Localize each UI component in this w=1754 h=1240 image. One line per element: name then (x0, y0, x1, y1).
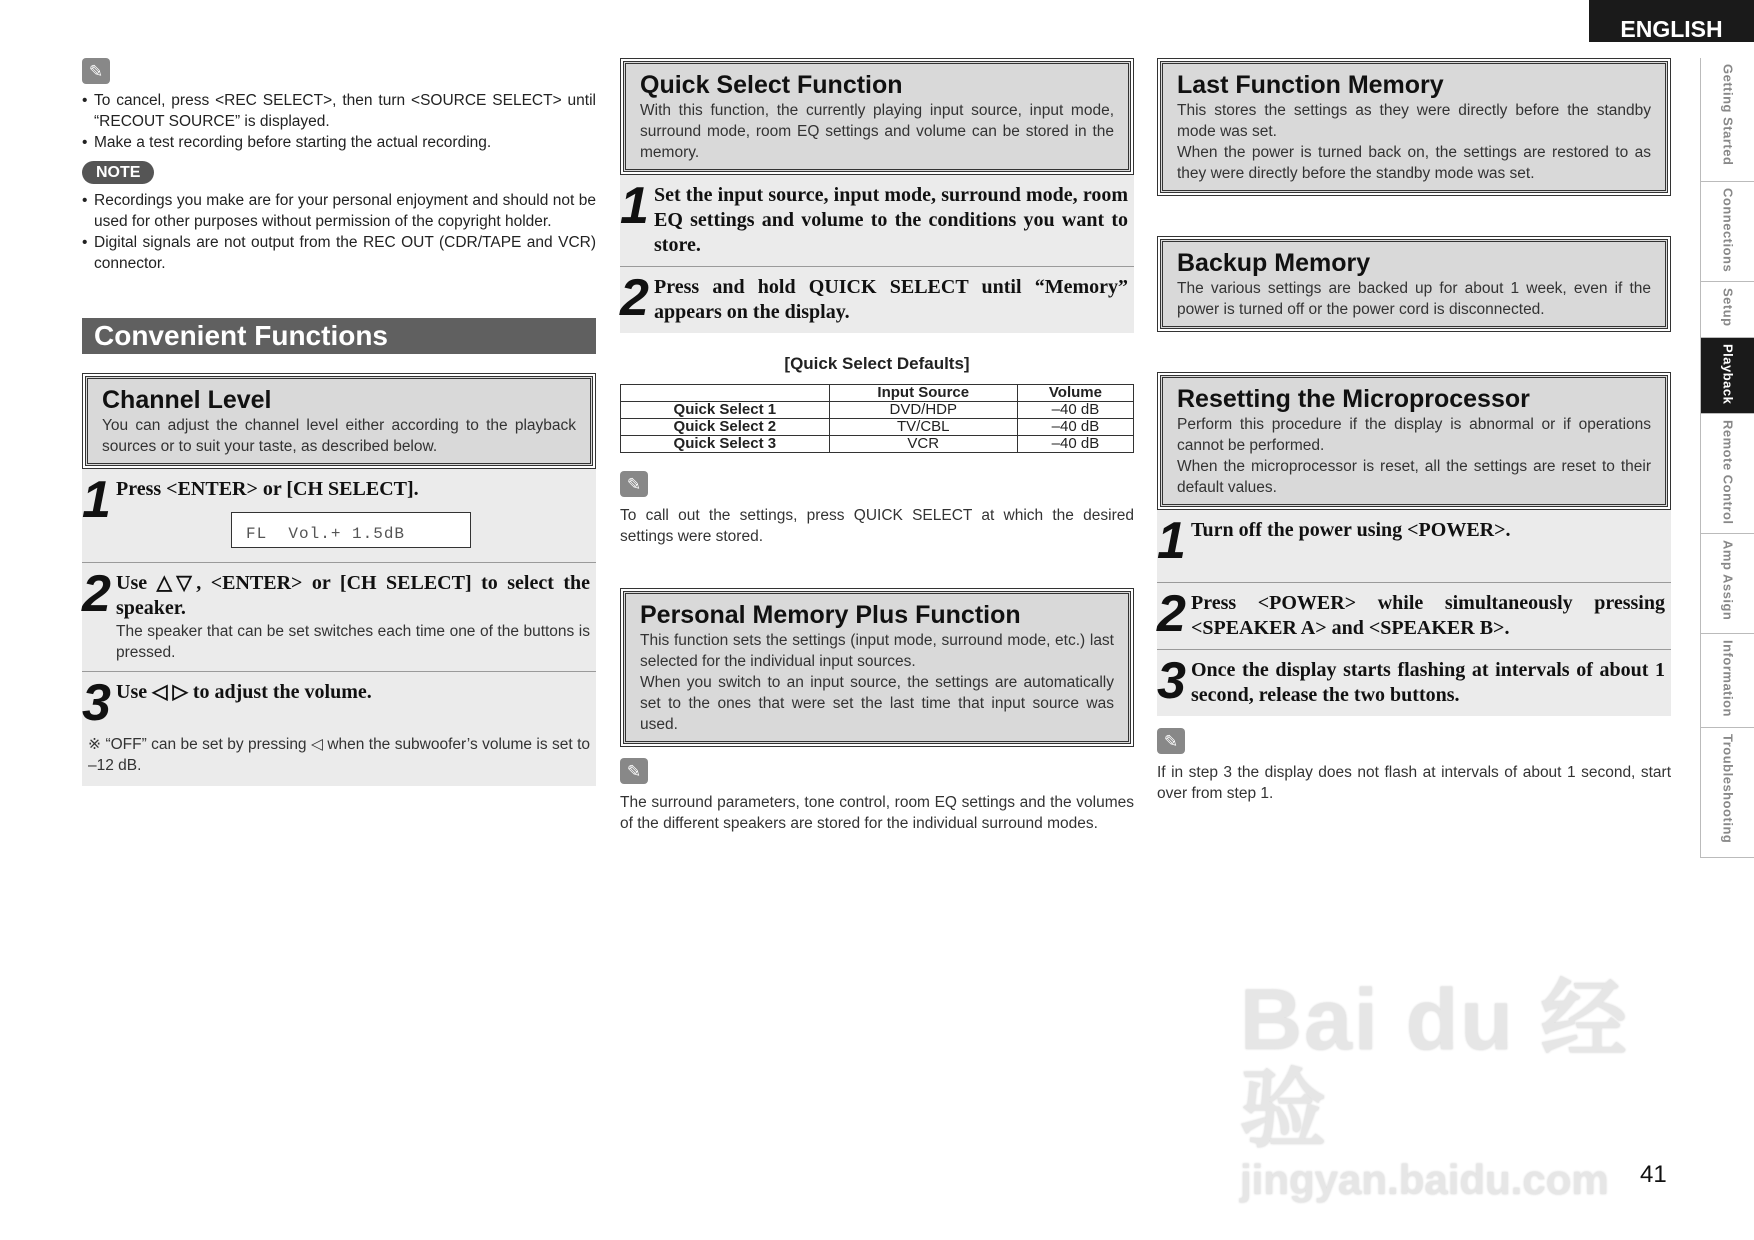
list-item: • Digital signals are not output from the REC OUT (CDR/TAPE and VCR) connector. (82, 232, 596, 274)
step (620, 175, 1134, 267)
table-cell: VCR (829, 436, 1017, 453)
reset-title: Resetting the Microprocessor (1177, 385, 1530, 413)
step-number: 3 (1157, 652, 1186, 710)
step-number: 3 (82, 674, 111, 732)
step-title: Press and hold QUICK SELECT until “Memory” appears on the display. (654, 276, 1128, 323)
last-function-box (1160, 61, 1668, 193)
quick-select-desc: With this function, the currently playing input source, input mode, surround mode, room EQ settings and volume can be stored in the memory. (640, 102, 1114, 161)
step (1157, 650, 1671, 716)
backup-memory-box (1160, 239, 1668, 329)
list-item: • Make a test recording before starting the actual recording. (82, 132, 596, 153)
table-cell: Quick Select 1 (621, 402, 830, 419)
table-row (621, 402, 1134, 419)
tips-list (82, 90, 596, 153)
list-item: • Recordings you make are for your personal enjoyment and should not be used for other purposes without permission of the copyright holder. (82, 190, 596, 232)
step (82, 563, 596, 672)
channel-level-desc: You can adjust the channel level either according to the playback sources or to suit your taste, as described below. (102, 417, 576, 455)
watermark-url: jingyan.baidu.com (1240, 1156, 1609, 1203)
quick-select-tip: To call out the settings, press QUICK SELECT at which the desired settings were stored. (620, 507, 1134, 545)
channel-level-footnote: ※ “OFF” can be set by pressing ◁ when the subwoofer’s volume is set to –12 dB. (88, 736, 590, 774)
table-cell: –40 dB (1017, 402, 1133, 419)
channel-level-section (82, 376, 596, 786)
pencil-icon: ✎ (1157, 728, 1185, 754)
last-function-title: Last Function Memory (1177, 71, 1444, 99)
table-header (621, 385, 830, 402)
pencil-icon: ✎ (620, 758, 648, 784)
personal-memory-desc: When you switch to an input source, the settings are automatically set to the ones that were set the last time that input source was used. (640, 674, 1114, 733)
step-number: 1 (82, 471, 111, 529)
table-cell: DVD/HDP (829, 402, 1017, 419)
personal-memory-desc: This function sets the settings (input mode, surround mode, etc.) last selected for the individual input sources. (640, 632, 1114, 670)
side-tab-remote-control[interactable]: Remote Control (1701, 414, 1754, 534)
side-tab-setup[interactable]: Setup (1701, 282, 1754, 338)
side-tab-amp-assign[interactable]: Amp Assign (1701, 534, 1754, 634)
step (620, 267, 1134, 333)
last-function-desc: When the power is turned back on, the settings are restored to as they were directly before the standby mode was set. (1177, 144, 1651, 182)
table-cell: –40 dB (1017, 436, 1133, 453)
table-cell: TV/CBL (829, 419, 1017, 436)
reset-desc: When the microprocessor is reset, all the settings are reset to their default values. (1177, 458, 1651, 496)
last-function-desc: This stores the settings as they were directly before the standby mode was set. (1177, 102, 1651, 140)
step (1157, 510, 1671, 583)
step (1157, 583, 1671, 650)
backup-memory-desc: The various settings are backed up for about 1 week, even if the power is turned off or the power cord is disconnected. (1177, 280, 1651, 318)
lcd-display: FL Vol.+ 1.5dB (231, 512, 471, 548)
side-tab-playback[interactable]: Playback (1701, 338, 1754, 414)
page-number: 41 (1640, 1161, 1667, 1188)
step-title: Use ◁ ▷ to adjust the volume. (116, 681, 372, 703)
step-number: 1 (620, 177, 649, 235)
step (82, 469, 596, 563)
side-tab-nav (1700, 58, 1754, 858)
pencil-icon: ✎ (82, 58, 110, 84)
column-right (1157, 58, 1671, 804)
step-title: Press <POWER> while simultaneously pressing <SPEAKER A> and <SPEAKER B>. (1191, 592, 1665, 639)
step-number: 2 (82, 565, 111, 623)
table-header: Volume (1017, 385, 1133, 402)
quick-select-steps (620, 175, 1134, 333)
column-middle (620, 58, 1134, 834)
side-tab-troubleshooting[interactable]: Troubleshooting (1701, 728, 1754, 858)
section-title: Convenient Functions (82, 318, 596, 354)
language-tab: ENGLISH (1589, 0, 1754, 42)
step-title: Press <ENTER> or [CH SELECT]. (116, 478, 419, 500)
quick-select-title: Quick Select Function (640, 71, 903, 99)
channel-level-box (85, 376, 593, 466)
step-title: Use △▽, <ENTER> or [CH SELECT] to select the speaker. (116, 572, 590, 619)
step-number: 1 (1157, 512, 1186, 570)
step-title: Set the input source, input mode, surround mode, room EQ settings and volume to the conditions you want to store. (654, 184, 1128, 256)
personal-memory-title: Personal Memory Plus Function (640, 601, 1021, 629)
step-number: 2 (1157, 585, 1186, 643)
reset-desc: Perform this procedure if the display is abnormal or if operations cannot be performed. (1177, 416, 1651, 454)
note-badge: NOTE (82, 161, 154, 184)
reset-tip: If in step 3 the display does not flash at intervals of about 1 second, start over from step 1. (1157, 764, 1671, 802)
table-cell: Quick Select 3 (621, 436, 830, 453)
defaults-table (620, 384, 1134, 453)
table-header-row (621, 385, 1134, 402)
watermark-logo: Bai du 经验 (1240, 972, 1629, 1158)
pencil-icon: ✎ (620, 471, 648, 497)
reset-box (1160, 375, 1668, 507)
personal-memory-tip: The surround parameters, tone control, room EQ settings and the volumes of the different speakers are stored for the individual surround modes. (620, 794, 1134, 832)
table-cell: –40 dB (1017, 419, 1133, 436)
channel-level-steps (82, 469, 596, 786)
defaults-table-title: [Quick Select Defaults] (784, 354, 970, 373)
list-item: • To cancel, press <REC SELECT>, then turn <SOURCE SELECT> until “RECOUT SOURCE” is displayed. (82, 90, 596, 132)
step-title: Turn off the power using <POWER>. (1191, 519, 1511, 541)
table-cell: Quick Select 2 (621, 419, 830, 436)
notes-list (82, 190, 596, 274)
table-row (621, 436, 1134, 453)
side-tab-connections[interactable]: Connections (1701, 182, 1754, 282)
step-desc: The speaker that can be set switches each time one of the buttons is pressed. (116, 623, 590, 661)
backup-memory-title: Backup Memory (1177, 249, 1371, 277)
step-number: 2 (620, 269, 649, 327)
table-row (621, 419, 1134, 436)
quick-select-box (623, 61, 1131, 172)
channel-level-title: Channel Level (102, 386, 272, 414)
table-header: Input Source (829, 385, 1017, 402)
personal-memory-box (623, 591, 1131, 744)
step (82, 672, 596, 732)
step-title: Once the display starts flashing at intervals of about 1 second, release the two buttons. (1191, 659, 1665, 706)
side-tab-information[interactable]: Information (1701, 634, 1754, 728)
column-left (82, 58, 596, 786)
side-tab-getting-started[interactable]: Getting Started (1701, 58, 1754, 182)
reset-steps (1157, 510, 1671, 716)
